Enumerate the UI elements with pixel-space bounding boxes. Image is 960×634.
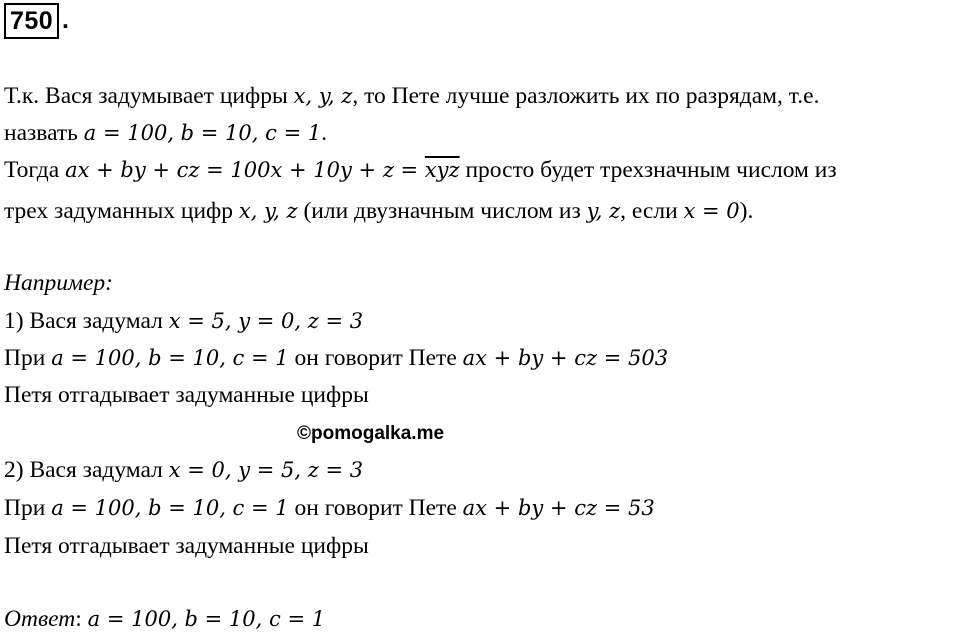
- problem-number-dot: .: [62, 6, 69, 34]
- math-expression: x = 5, y = 0, z = 3: [168, 309, 364, 333]
- line-text: (или двузначным числом из: [297, 198, 587, 224]
- example-2-statement: [4, 493, 655, 523]
- math-expression: x, y, z: [293, 84, 353, 108]
- line-text: , то Пете лучше разложить их по разрядам, т.е.: [352, 83, 820, 109]
- math-expression: a = 100, b = 10, c = 1: [83, 121, 322, 145]
- example-1-result: Петя отгадывает задуманные цифры: [4, 382, 369, 408]
- solution-line-1: [4, 81, 819, 111]
- math-expression: ax + by + cz = 53: [462, 496, 655, 520]
- solution-line-2: [4, 118, 327, 148]
- math-expression: x, y, z: [238, 199, 298, 223]
- line-text: просто будет трехзначным числом из: [459, 157, 837, 183]
- math-expression: a = 100, b = 10, c = 1: [51, 346, 289, 370]
- line-text: Т.к. Вася задумывает цифры: [4, 83, 294, 109]
- watermark: ©pomogalka.me: [297, 423, 445, 444]
- example-2-line: [4, 455, 363, 485]
- math-expression: y, z: [586, 199, 621, 223]
- math-expression: x = 0: [683, 199, 740, 223]
- line-text: ).: [739, 198, 754, 224]
- line-text: .: [321, 120, 328, 146]
- solution-line-3: [4, 155, 837, 185]
- math-expression: a = 100, b = 10, c = 1: [51, 496, 289, 520]
- line-text: При: [4, 345, 52, 371]
- line-text: он говорит Пете: [288, 495, 463, 521]
- line-text: трех задуманных цифр: [4, 198, 239, 224]
- example-1-statement: [4, 343, 668, 373]
- overlined-number: $\overline{xyz}$: [424, 158, 460, 182]
- solution-line-4: [4, 196, 753, 226]
- math-expression: ax + by + cz = 503: [462, 346, 669, 370]
- math-expression: x = 0, y = 5, z = 3: [168, 458, 364, 482]
- example-2-result: Петя отгадывает задуманные цифры: [4, 533, 369, 559]
- line-text: 2) Вася задумал: [4, 457, 169, 483]
- line-text: :: [75, 606, 88, 632]
- math-expression: ax + by + cz = 100x + 10y + z =: [65, 158, 425, 182]
- example-heading: Например:: [4, 270, 113, 296]
- problem-number-box: 750: [4, 3, 59, 39]
- example-1-line: [4, 306, 363, 336]
- line-text: 1) Вася задумал: [4, 308, 169, 334]
- line-text: , если: [620, 198, 684, 224]
- line-text: назвать: [4, 120, 84, 146]
- answer-label: Ответ: [4, 606, 76, 632]
- line-text: он говорит Пете: [288, 345, 463, 371]
- answer-line: [4, 604, 325, 634]
- math-expression: a = 100, b = 10, c = 1: [87, 607, 326, 631]
- line-text: При: [4, 495, 52, 521]
- line-text: Тогда: [4, 157, 66, 183]
